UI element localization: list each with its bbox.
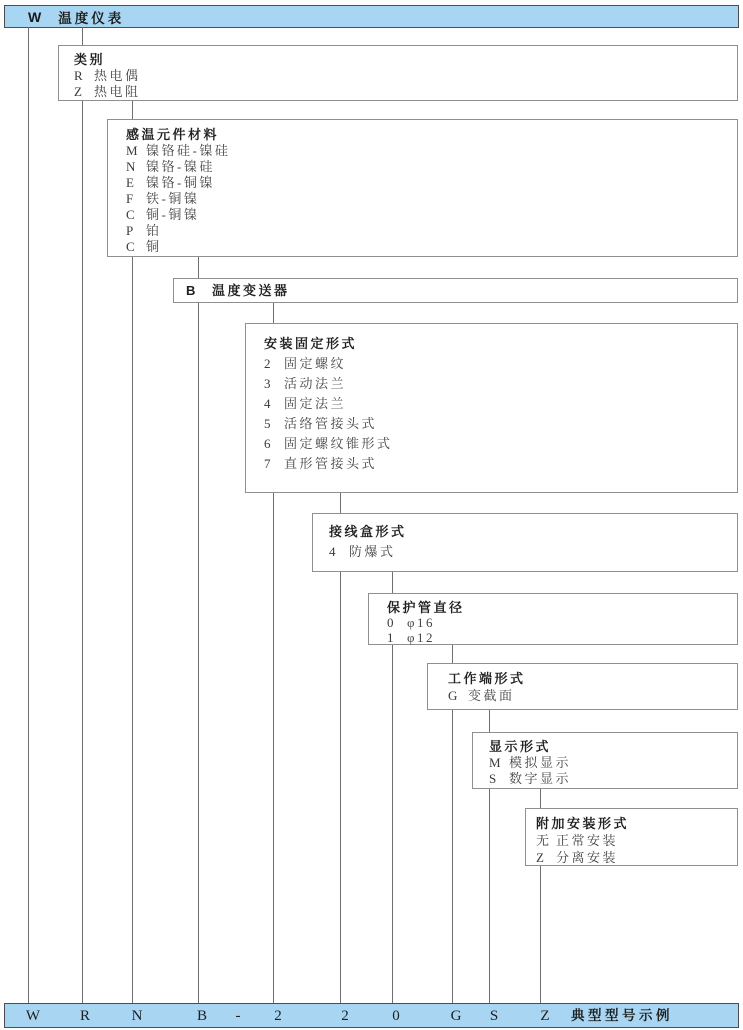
option-label: 铜-铜镍 <box>146 207 200 222</box>
option-row <box>126 143 737 159</box>
option-label: 固定法兰 <box>284 396 347 411</box>
option-code: 0 <box>387 615 394 630</box>
example-code: 0 <box>392 1008 400 1024</box>
option-label: 镍铬-镍硅 <box>146 159 215 174</box>
option-row <box>126 191 737 207</box>
box-additional-mounting-type <box>525 808 738 866</box>
box-mounting-type-title: 安装固定形式 <box>264 336 358 351</box>
box-junction-box-type-title: 接线盒形式 <box>329 524 407 539</box>
option-row <box>264 434 737 454</box>
option-row <box>536 849 737 866</box>
example-code: - <box>235 1008 241 1024</box>
option-row <box>126 239 737 255</box>
connector-line <box>273 303 274 323</box>
example-code: R <box>79 1008 90 1024</box>
option-code: 4 <box>264 396 271 411</box>
example-code: 2 <box>274 1008 282 1024</box>
option-label: 热电阻 <box>94 84 141 99</box>
option-row <box>264 414 737 434</box>
option-row <box>448 687 737 704</box>
example-code: 2 <box>341 1008 349 1024</box>
box-protection-tube-diameter <box>368 593 738 645</box>
box-additional-mounting-type-title: 附加安装形式 <box>536 816 630 831</box>
box-display-type-title: 显示形式 <box>489 739 552 754</box>
option-code: 3 <box>264 376 271 391</box>
option-row <box>126 207 737 223</box>
option-code: M <box>489 755 501 770</box>
option-code: C <box>126 207 135 222</box>
option-label: 镍铬-铜镍 <box>146 175 215 190</box>
box-sensor-material-title: 感温元件材料 <box>126 127 220 142</box>
example-code: W <box>25 1008 41 1024</box>
connector-line <box>340 572 341 1003</box>
box-transmitter-title: 温度变送器 <box>212 283 290 298</box>
option-code: N <box>126 159 136 174</box>
option-label: 正常安装 <box>556 833 619 848</box>
connector-line <box>540 789 541 808</box>
option-code: 6 <box>264 436 271 451</box>
option-code: Z <box>74 84 82 99</box>
box-junction-box-type <box>312 513 738 572</box>
box-protection-tube-diameter-title: 保护管直径 <box>387 600 465 615</box>
option-label: 模拟显示 <box>509 755 572 770</box>
connector-line <box>392 645 393 1003</box>
option-code: E <box>126 175 134 190</box>
option-code: F <box>126 191 134 206</box>
header-code: W <box>28 8 42 25</box>
connector-line <box>452 710 453 1003</box>
option-label: 铁-铜镍 <box>146 191 200 206</box>
option-label: 固定螺纹 <box>284 356 347 371</box>
option-code: 1 <box>387 630 394 645</box>
option-label: 铜 <box>146 239 162 254</box>
option-row <box>74 84 737 100</box>
example-code: Z <box>540 1008 550 1024</box>
option-label: 防爆式 <box>349 544 396 559</box>
option-label: 直形管接头式 <box>284 456 378 471</box>
option-row <box>329 542 737 562</box>
connector-line <box>82 101 83 1003</box>
option-label: 铂 <box>146 223 162 238</box>
example-bar <box>4 1003 739 1028</box>
connector-line <box>452 645 453 663</box>
option-row <box>264 374 737 394</box>
option-code: 7 <box>264 456 271 471</box>
option-code: 2 <box>264 356 271 371</box>
example-code: S <box>489 1008 499 1024</box>
option-row <box>264 394 737 414</box>
connector-line <box>540 866 541 1003</box>
option-code: Z <box>536 850 544 865</box>
box-working-end-type <box>427 663 738 710</box>
connector-line <box>392 572 393 593</box>
connector-line <box>28 27 29 1003</box>
connector-line <box>198 303 199 1003</box>
box-mounting-type <box>245 323 738 493</box>
option-code: S <box>489 771 497 786</box>
box-category <box>58 45 738 101</box>
option-label: 活络管接头式 <box>284 416 378 431</box>
connector-line <box>82 27 83 45</box>
option-code: P <box>126 223 134 238</box>
example-code: B <box>196 1008 207 1024</box>
example-code: G <box>450 1008 462 1024</box>
option-row <box>264 354 737 374</box>
option-label: 分离安装 <box>556 850 619 865</box>
option-row <box>264 454 737 474</box>
option-label: φ12 <box>407 630 436 645</box>
option-code: M <box>126 143 138 158</box>
connector-line <box>132 257 133 1003</box>
option-label: 固定螺纹锥形式 <box>284 436 393 451</box>
option-row <box>489 755 737 771</box>
option-row <box>74 68 737 84</box>
header-title: 温度仪表 <box>58 10 125 26</box>
box-sensor-material <box>107 119 738 257</box>
box-transmitter-code: B <box>186 283 196 298</box>
option-code: C <box>126 239 135 254</box>
option-label: 变截面 <box>468 688 515 703</box>
box-working-end-type-title: 工作端形式 <box>448 671 526 686</box>
option-label: 数字显示 <box>509 771 572 786</box>
connector-line <box>340 493 341 513</box>
option-label: 镍铬硅-镍硅 <box>146 143 231 158</box>
option-row <box>387 630 737 645</box>
option-row <box>126 159 737 175</box>
box-display-type <box>472 732 738 789</box>
box-transmitter <box>173 278 738 303</box>
option-code: 4 <box>329 544 336 559</box>
connector-line <box>273 493 274 1003</box>
option-row <box>126 175 737 191</box>
option-label: 热电偶 <box>94 68 141 83</box>
option-row <box>126 223 737 239</box>
connector-line <box>198 257 199 278</box>
box-category-title: 类别 <box>74 52 106 67</box>
connector-line <box>132 101 133 119</box>
connector-line <box>489 789 490 1003</box>
option-row <box>489 771 737 787</box>
option-code: 5 <box>264 416 271 431</box>
option-code: 无 <box>536 833 550 848</box>
option-label: φ16 <box>407 615 436 630</box>
example-code: N <box>131 1008 143 1024</box>
header-bar <box>4 5 739 28</box>
option-row <box>536 832 737 849</box>
connector-line <box>489 710 490 732</box>
option-code: G <box>448 688 458 703</box>
option-code: R <box>74 68 83 83</box>
option-row <box>387 615 737 630</box>
option-label: 活动法兰 <box>284 376 347 391</box>
example-caption: 典型型号示例 <box>571 1008 673 1023</box>
